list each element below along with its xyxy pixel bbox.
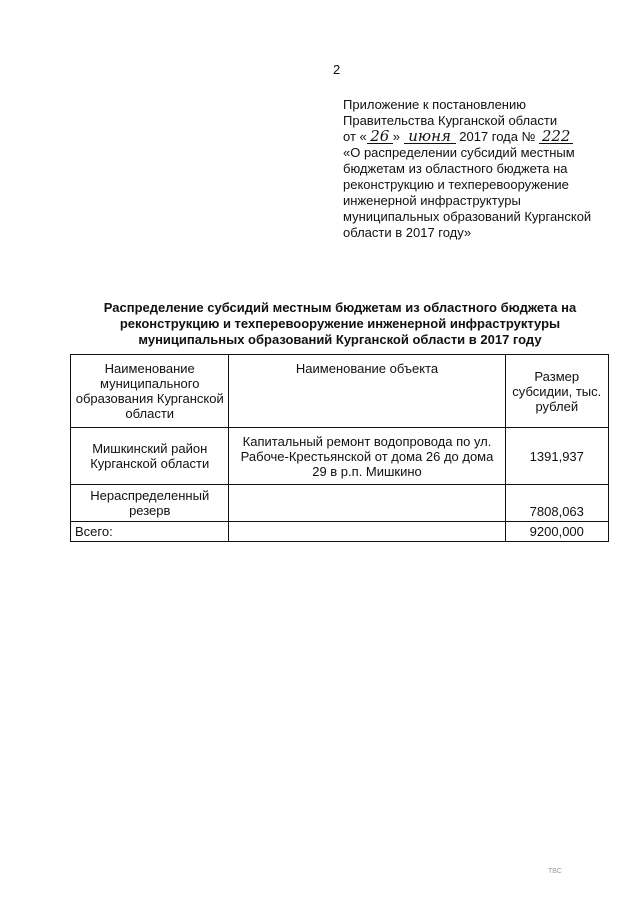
appendix-line-4: «О распределении субсидий местным <box>343 145 575 160</box>
page-number: 2 <box>333 62 341 77</box>
appendix-line-6: реконструкцию и техперевооружение <box>343 177 569 192</box>
handwritten-month: июня <box>404 130 456 144</box>
subsidy-table <box>70 354 609 542</box>
total-object <box>229 522 505 542</box>
cell-amount: 7808,063 <box>505 485 608 522</box>
appendix-line-9: области в 2017 году» <box>343 225 472 240</box>
footer-mark: ТВС <box>548 868 562 875</box>
total-label: Всего: <box>71 522 229 542</box>
cell-municipality: Нераспределенный резерв <box>71 485 229 522</box>
appendix-date-line <box>343 129 613 145</box>
handwritten-day: 26 <box>367 130 393 144</box>
appendix-line-7: инженерной инфраструктуры <box>343 193 521 208</box>
appendix-line-5: бюджетам из областного бюджета на <box>343 161 568 176</box>
cell-amount: 1391,937 <box>505 428 608 485</box>
date-mid: » <box>392 129 400 144</box>
cell-object: Капитальный ремонт водопровода по ул. Рабоче-Крестьянской от дома 26 до дома 29 в р.п. Мишкино <box>229 428 505 485</box>
cell-object <box>229 485 505 522</box>
date-year-text: 2017 года № <box>459 129 536 144</box>
appendix-line-1: Приложение к постановлению <box>343 97 526 112</box>
appendix-line-8: муниципальных образований Курганской <box>343 209 592 224</box>
title-line-1: Распределение субсидий местным бюджетам из областного бюджета на <box>103 300 577 315</box>
total-amount: 9200,000 <box>505 522 608 542</box>
handwritten-number: 222 <box>539 130 573 144</box>
header-municipality: Наименование муниципального образования Курганской области <box>71 355 229 428</box>
title-line-3: муниципальных образований Курганской области в 2017 году <box>138 332 542 347</box>
header-object: Наименование объекта <box>229 355 505 428</box>
date-prefix: от « <box>343 129 367 144</box>
table-header-row <box>71 355 609 428</box>
table-row <box>71 485 609 522</box>
cell-municipality: Мишкинский район Курганской области <box>71 428 229 485</box>
table-total-row <box>71 522 609 542</box>
table-row <box>71 428 609 485</box>
appendix-line-2: Правительства Курганской области <box>343 113 558 128</box>
title-line-2: реконструкцию и техперевооружение инженерной инфраструктуры <box>119 316 561 331</box>
document-title <box>80 300 600 348</box>
header-amount: Размер субсидии, тыс. рублей <box>505 355 608 428</box>
appendix-header <box>343 97 613 241</box>
